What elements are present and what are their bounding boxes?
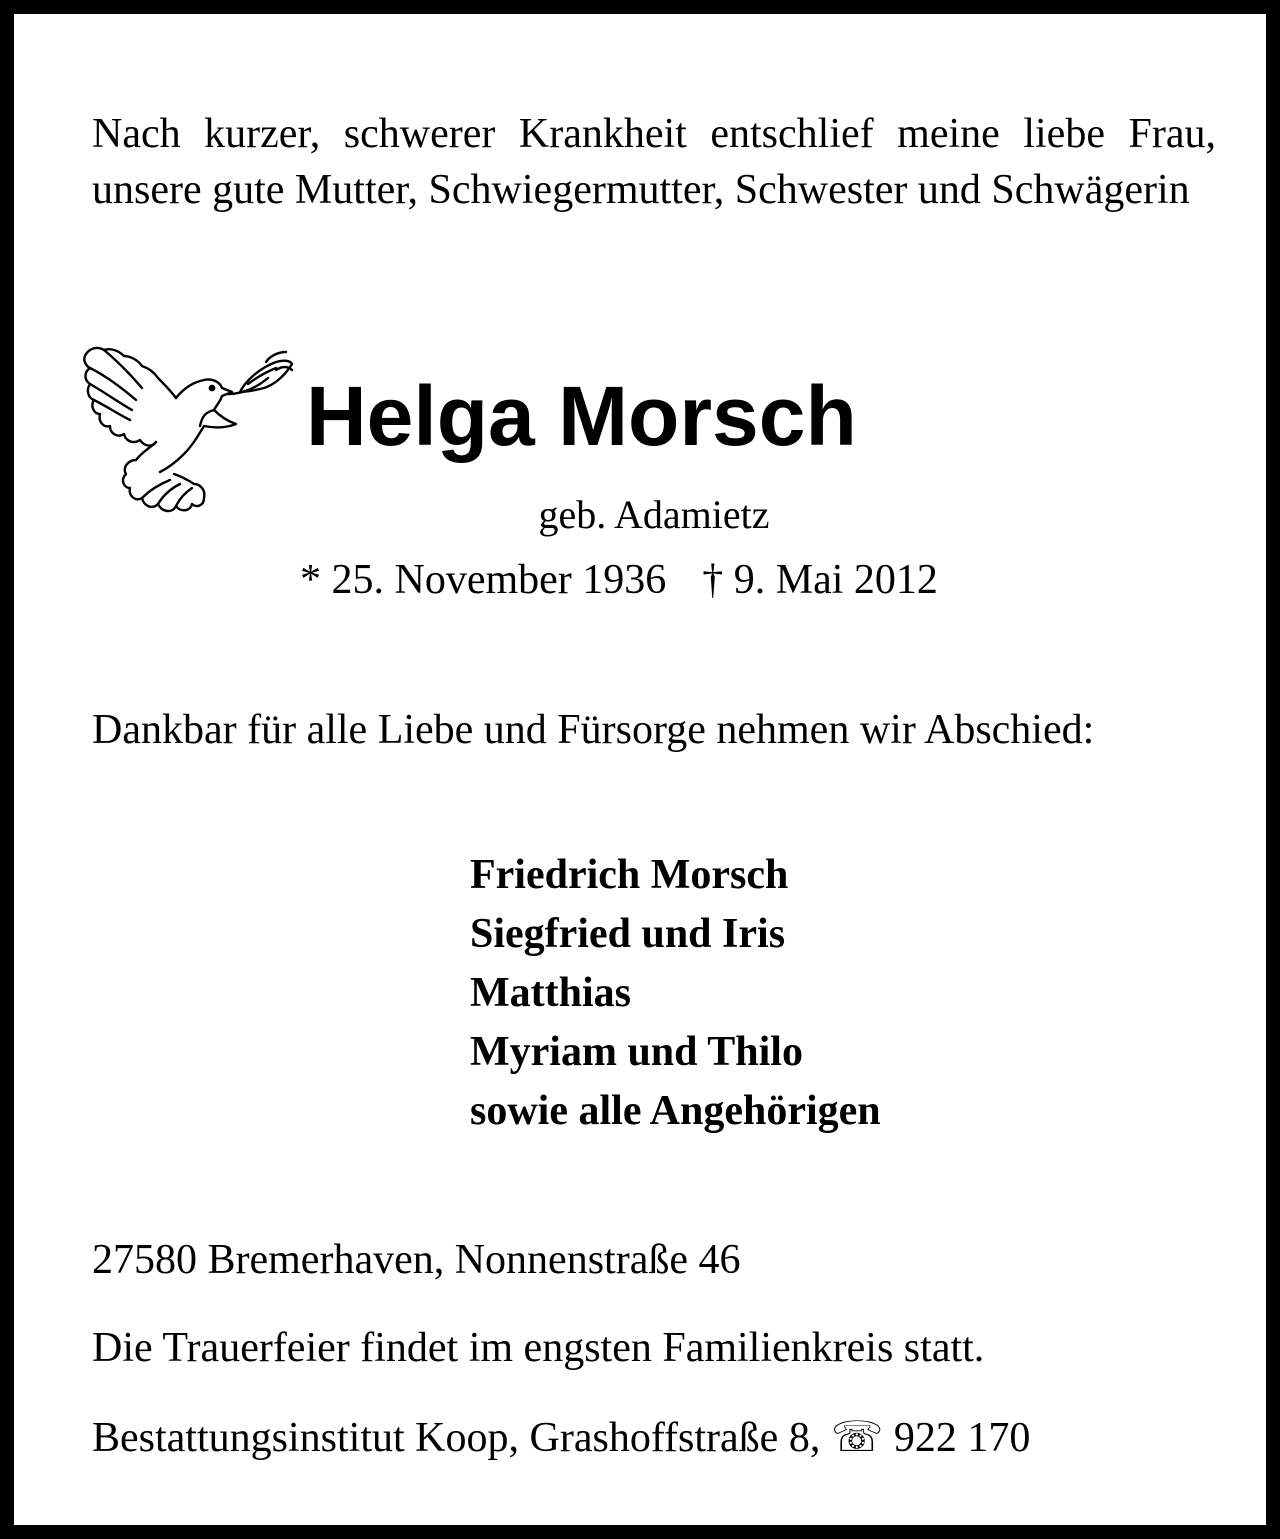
- mourner: Friedrich Morsch: [470, 852, 789, 898]
- thanks-text: Dankbar für alle Liebe und Fürsorge nehmen wir Abschied:: [92, 707, 1095, 753]
- mourner: Matthias: [470, 970, 631, 1016]
- telephone-icon: ☏: [830, 1415, 884, 1461]
- family-address: 27580 Bremerhaven, Nonnenstraße 46: [92, 1237, 741, 1283]
- death-date: † 9. Mai 2012: [702, 557, 938, 603]
- mourner: sowie alle Angehörigen: [470, 1088, 881, 1134]
- birth-name: geb. Adamietz: [538, 492, 770, 537]
- undertaker-info: [92, 1410, 1030, 1466]
- intro-text: Nach kurzer, schwerer Krankheit entschlief meine liebe Frau, unsere gute Mutter, Schwiegermutter, Schwester und Schwägerin: [92, 111, 1216, 213]
- mourners-list: [470, 846, 881, 1141]
- deceased-name: Helga Morsch: [306, 369, 857, 463]
- mourner: Siegfried und Iris: [470, 911, 786, 957]
- undertaker-phone: 922 170: [883, 1415, 1031, 1461]
- life-dates: [300, 552, 938, 608]
- birth-date: * 25. November 1936: [300, 557, 667, 603]
- mourner: Myriam und Thilo: [470, 1029, 803, 1075]
- ceremony-note: Die Trauerfeier findet im engsten Familienkreis statt.: [92, 1325, 985, 1371]
- undertaker-name-address: Bestattungsinstitut Koop, Grashoffstraße 8,: [92, 1415, 831, 1461]
